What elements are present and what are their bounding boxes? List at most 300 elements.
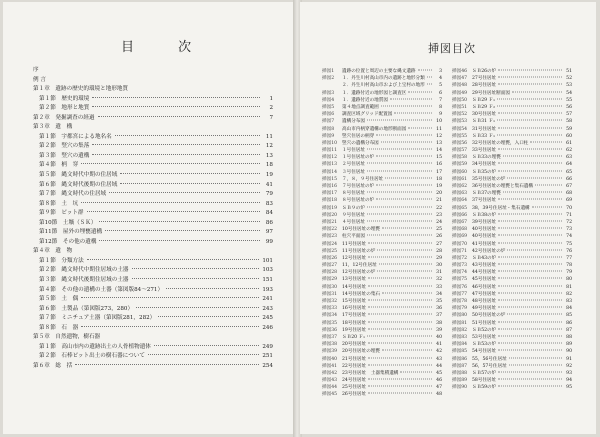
- figure-title: ７号住居址の炉: [342, 184, 375, 189]
- figure-entry: [452, 334, 572, 341]
- dot-leader: [367, 335, 432, 336]
- figure-entry: [322, 111, 442, 118]
- dot-leader: [498, 335, 562, 336]
- figure-title: 54号住居址: [472, 349, 497, 355]
- figure-page: 34: [436, 291, 442, 297]
- toc-title: 目 次: [121, 40, 212, 55]
- figure-title: 遺構分布図: [342, 119, 365, 125]
- toc-entry: [33, 76, 273, 86]
- table-of-contents: [33, 66, 273, 372]
- toc-entry: [33, 95, 273, 105]
- dot-leader: [498, 292, 562, 293]
- figure-title: 30号住居址: [472, 112, 497, 118]
- dot-leader: [382, 350, 432, 351]
- figure-page: 16: [436, 162, 442, 168]
- dot-leader: [498, 285, 562, 286]
- figure-entry: [322, 226, 442, 233]
- figure-title: 13号住居址: [342, 277, 367, 283]
- dot-leader: [367, 220, 432, 221]
- figure-entry: [452, 377, 572, 384]
- figure-number: 挿図66: [452, 212, 468, 218]
- dot-leader: [535, 185, 562, 186]
- dot-leader: [376, 199, 432, 200]
- left-page: [3, 2, 295, 434]
- dot-leader: [367, 206, 432, 207]
- figure-title: ＳＢ29 Ｆ₁: [472, 97, 495, 103]
- figure-title: １．遺跡付近の地形図と調査区: [342, 90, 407, 96]
- figure-page: 30: [436, 263, 442, 269]
- dot-leader: [115, 135, 260, 136]
- figure-list-title: 挿図目次: [428, 42, 476, 55]
- figure-page: 93: [566, 370, 572, 376]
- figure-number: 挿図29: [322, 277, 338, 283]
- figure-title: 23号住居址 土器集積遺構: [342, 370, 399, 376]
- figure-page: 29: [436, 255, 442, 261]
- figure-number: 挿図65: [452, 205, 468, 211]
- dot-leader: [498, 256, 562, 257]
- toc-entry-label: 第６章 総 括: [33, 362, 73, 369]
- figure-title: ＳＢ38の炉: [472, 212, 497, 218]
- figure-title: 10号住居址の埋甕: [342, 227, 381, 233]
- dot-leader: [418, 70, 432, 71]
- figure-page: 23: [436, 212, 442, 218]
- toc-entry-page: 86: [265, 219, 273, 226]
- dot-leader: [498, 213, 562, 214]
- figure-page: 90: [566, 349, 572, 355]
- figure-number: 挿図43: [322, 378, 338, 384]
- dot-leader: [408, 91, 432, 92]
- figure-number: 挿図67: [452, 219, 468, 225]
- figure-entry: [452, 305, 572, 312]
- toc-entry: [33, 247, 273, 257]
- figure-number: 挿図42: [322, 370, 338, 376]
- figure-page: 10: [436, 119, 442, 125]
- figure-page: 82: [566, 291, 572, 297]
- figure-page: 45: [436, 370, 442, 376]
- figure-page: 8: [439, 104, 442, 110]
- figure-number: 挿図14: [322, 169, 338, 175]
- figure-title: 24号住居址: [342, 378, 367, 384]
- dot-leader: [136, 307, 259, 308]
- toc-entry-page: 251: [262, 353, 273, 360]
- figure-number: 挿図24: [322, 241, 338, 247]
- figure-page: 37: [436, 313, 442, 319]
- toc-entry: [33, 362, 273, 372]
- figure-entry: [452, 75, 572, 82]
- figure-title: 21号住居址: [342, 356, 367, 362]
- toc-entry-label: 第６節 縄文時代後期の住居域: [39, 181, 118, 188]
- figure-number: 挿図80: [452, 313, 468, 319]
- figure-page: 92: [566, 363, 572, 369]
- figure-title: ２号住居址: [342, 162, 365, 168]
- figure-entry: [322, 176, 442, 183]
- toc-entry: [33, 343, 273, 353]
- figure-entry: [322, 241, 442, 248]
- figure-number: 挿図50: [452, 97, 468, 103]
- figure-page: 95: [566, 385, 572, 391]
- figure-number: 挿図40: [322, 356, 338, 362]
- toc-entry-label: 第12節 その他の遺構: [39, 238, 97, 245]
- dot-leader: [507, 177, 562, 178]
- dot-leader: [368, 364, 432, 365]
- figure-page: 51: [566, 69, 572, 74]
- figure-page: 61: [566, 140, 572, 146]
- dot-leader: [154, 345, 259, 346]
- figure-number: 挿図53: [452, 119, 468, 125]
- dot-leader: [503, 192, 562, 193]
- figure-title: 45号住居址: [472, 277, 497, 283]
- figure-page: 89: [566, 342, 572, 348]
- toc-entry-label: 第８節 石 器: [39, 324, 79, 331]
- dot-leader: [368, 379, 432, 380]
- figure-page: 84: [566, 306, 572, 312]
- figure-title: 11号住居址の炉: [342, 248, 376, 254]
- figure-entry: [322, 255, 442, 262]
- figure-entry: [452, 90, 572, 97]
- figure-title: 16号住居址: [342, 306, 367, 312]
- figure-title: 50号住居址の炉: [472, 313, 506, 319]
- figure-page: 18: [436, 176, 442, 182]
- toc-entry: [33, 209, 273, 219]
- figure-page: 87: [566, 327, 572, 333]
- toc-entry-label: 第５章 自然遺物，樹石器: [33, 334, 101, 341]
- figure-entry: [322, 348, 442, 355]
- toc-entry-label: 第３節 竪穴の遺構: [39, 152, 90, 159]
- dot-leader: [427, 77, 432, 78]
- figure-entry: [322, 370, 442, 377]
- dot-leader: [368, 393, 432, 394]
- dot-leader: [368, 256, 432, 257]
- figure-page: 63: [566, 155, 572, 161]
- figure-title: ２．丹生川村高山市および上宝村の地形: [342, 83, 425, 89]
- figure-page: 31: [436, 270, 442, 276]
- figure-title: 36号住居址の埋甕と集石遺構: [472, 184, 533, 189]
- figure-entry: [452, 341, 572, 348]
- figure-title: １号住居址: [342, 148, 365, 154]
- figure-entry: [322, 205, 442, 212]
- toc-entry-page: 241: [262, 296, 273, 303]
- figure-number: 挿図90: [452, 385, 468, 391]
- figure-page: 35: [436, 299, 442, 304]
- dot-leader: [367, 213, 432, 214]
- toc-entry-page: 103: [262, 267, 273, 274]
- dot-leader: [390, 98, 432, 99]
- figure-page: 77: [566, 255, 572, 261]
- toc-entry-label: 第４章 遺 物: [33, 248, 73, 255]
- figure-page: 36: [436, 306, 442, 312]
- figure-number: 挿図81: [452, 320, 468, 326]
- figure-entry: [452, 97, 572, 104]
- toc-entry: [33, 190, 273, 200]
- figure-title: 14号住居址: [342, 284, 367, 290]
- figure-entry: [322, 320, 442, 327]
- dot-leader: [376, 185, 432, 186]
- figure-title: ＳＢ26の炉: [472, 69, 497, 74]
- dot-leader: [87, 211, 260, 212]
- figure-entry: [322, 341, 442, 348]
- figure-number: 挿図47: [452, 76, 468, 82]
- dot-leader: [367, 120, 432, 121]
- figure-title: ３号住居址: [342, 169, 365, 175]
- toc-entry-page: 254: [262, 362, 273, 369]
- figure-title: ＳＢ31 Ｆ₁: [472, 119, 495, 125]
- figure-title: 53号住居址: [472, 334, 497, 340]
- figure-page: 53: [566, 83, 572, 89]
- dot-leader: [497, 98, 562, 99]
- figure-title: ＳＢ35の炉: [472, 169, 497, 175]
- toc-entry-label: 第１節 分類方法: [39, 257, 84, 264]
- figure-entry: [322, 133, 442, 140]
- toc-entry-label: 第５節 縄文時代中期の住居域: [39, 172, 118, 179]
- toc-entry-label: 第７節 縄文時代の住居域: [39, 191, 107, 198]
- figure-title: ８号住居址の炉: [342, 198, 375, 204]
- toc-entry: [33, 123, 273, 133]
- figure-page: 79: [566, 270, 572, 276]
- figure-number: 挿図8: [322, 126, 335, 132]
- figure-title: ＳＢ59の炉: [472, 385, 497, 391]
- toc-entry: [33, 133, 273, 143]
- figure-number: 挿図27: [322, 263, 338, 269]
- right-page: [300, 2, 596, 434]
- figure-title: 25号住居址: [342, 385, 367, 391]
- toc-entry-page: 97: [265, 229, 273, 236]
- dot-leader: [368, 321, 432, 322]
- dot-leader: [498, 242, 562, 243]
- figure-number: 挿図49: [452, 90, 468, 96]
- toc-entry-page: 249: [262, 343, 273, 350]
- figure-number: 挿図71: [452, 248, 468, 254]
- figure-page: 65: [566, 169, 572, 175]
- figure-number: 挿図86: [452, 356, 468, 362]
- dot-leader: [81, 163, 260, 164]
- figure-entry: [452, 276, 572, 283]
- figure-entry: [452, 154, 572, 161]
- figure-number: 挿図1: [322, 69, 335, 74]
- figure-title: ＳＢ９の炉: [342, 205, 365, 211]
- dot-leader: [408, 127, 432, 128]
- dot-leader: [498, 228, 562, 229]
- figure-number: 挿図61: [452, 176, 468, 182]
- toc-entry-label: 第１節 宇都宮による地名名: [39, 133, 112, 140]
- figure-page: 76: [566, 248, 572, 254]
- dot-leader: [158, 316, 259, 317]
- dot-leader: [498, 371, 562, 372]
- figure-entry: [322, 276, 442, 283]
- dot-leader: [368, 285, 432, 286]
- dot-leader: [382, 292, 432, 293]
- figure-entry: [452, 176, 572, 183]
- figure-number: 挿図44: [322, 385, 338, 391]
- dot-leader: [98, 116, 260, 117]
- figure-entry: [322, 334, 442, 341]
- figure-list-column-2: [452, 68, 572, 391]
- figure-number: 挿図57: [452, 148, 468, 154]
- figure-entry: [322, 356, 442, 363]
- figure-number: 挿図72: [452, 255, 468, 261]
- figure-number: 挿図20: [322, 212, 338, 218]
- figure-entry: [322, 305, 442, 312]
- figure-title: 55，56号住居址: [472, 356, 507, 362]
- figure-entry: [452, 255, 572, 262]
- figure-page: 25: [436, 227, 442, 233]
- figure-page: 46: [436, 378, 442, 384]
- figure-page: 73: [566, 227, 572, 233]
- figure-page: 24: [436, 219, 442, 225]
- figure-number: 挿図59: [452, 162, 468, 168]
- figure-entry: [452, 205, 572, 212]
- figure-number: 挿図76: [452, 284, 468, 290]
- figure-entry: [452, 212, 572, 219]
- toc-entry-label: 第２章 発掘調査の経過: [33, 114, 95, 121]
- toc-entry-page: 7: [269, 114, 273, 121]
- dot-leader: [376, 156, 432, 157]
- dot-leader: [105, 230, 260, 231]
- toc-entry-page: 193: [262, 286, 273, 293]
- figure-entry: [452, 269, 572, 276]
- figure-title: 40号住居址: [472, 227, 497, 233]
- toc-entry: [33, 200, 273, 210]
- dot-leader: [498, 149, 562, 150]
- figure-page: 3: [439, 69, 442, 74]
- figure-page: 86: [566, 320, 572, 326]
- figure-entry: [452, 284, 572, 291]
- figure-title: 遺跡の位置と周辺の主要な縄文遺跡: [342, 69, 416, 74]
- dot-leader: [498, 199, 562, 200]
- figure-page: 6: [439, 90, 442, 96]
- figure-title: 51号住居址: [472, 320, 497, 326]
- figure-entry: [452, 219, 572, 226]
- toc-entry-page: 101: [262, 257, 273, 264]
- figure-title: ＳＢ33の埋甕: [472, 155, 501, 161]
- dot-leader: [132, 268, 260, 269]
- figure-entry: [322, 363, 442, 370]
- figure-entry: [452, 82, 572, 89]
- figure-page: 55: [566, 97, 572, 103]
- figure-entry: [452, 363, 572, 370]
- toc-entry: [33, 286, 273, 296]
- figure-entry: [322, 82, 442, 89]
- toc-entry-page: 11: [265, 133, 273, 140]
- figure-page: 44: [436, 363, 442, 369]
- figure-title: 11号住居址: [342, 241, 367, 247]
- dot-leader: [498, 235, 562, 236]
- figure-page: 80: [566, 277, 572, 283]
- figure-number: 挿図25: [322, 248, 338, 254]
- figure-number: 挿図84: [452, 342, 468, 348]
- toc-entry: [33, 305, 273, 315]
- figure-title: ＳＢ20 Ｆ₁: [342, 334, 365, 340]
- toc-entry-page: 18: [265, 162, 273, 169]
- figure-page: 58: [566, 119, 572, 125]
- figure-number: 挿図82: [452, 327, 468, 333]
- dot-leader: [368, 386, 432, 387]
- figure-entry: [322, 219, 442, 226]
- figure-number: 挿図55: [452, 133, 468, 139]
- figure-entry: [322, 377, 442, 384]
- figure-number: 挿図3: [322, 90, 335, 96]
- dot-leader: [166, 288, 259, 289]
- figure-page: 56: [566, 104, 572, 110]
- figure-title: ＳＢ52の炉: [472, 327, 497, 333]
- figure-page: 42: [436, 349, 442, 355]
- figure-number: 挿図37: [322, 334, 338, 340]
- figure-number: 挿図26: [322, 255, 338, 261]
- figure-title: 40号住居址: [472, 234, 497, 240]
- figure-title: 12号住居址: [342, 255, 367, 261]
- toc-entry-page: 41: [265, 181, 273, 188]
- figure-title: ＳＢ53の炉: [472, 342, 497, 348]
- dot-leader: [498, 170, 562, 171]
- figure-title: 26号住居址: [342, 392, 367, 398]
- figure-entry: [322, 262, 442, 269]
- figure-entry: [452, 161, 572, 168]
- figure-page: 69: [566, 198, 572, 204]
- figure-entry: [322, 327, 442, 334]
- dot-leader: [498, 163, 562, 164]
- figure-title: 42号住居址の炉: [472, 248, 506, 254]
- figure-entry: [322, 391, 442, 398]
- toc-entry: [33, 152, 273, 162]
- figure-number: 挿図11: [322, 148, 338, 154]
- figure-entry: [452, 291, 572, 298]
- toc-entry-label: 第９節 ピット群: [39, 210, 84, 217]
- figure-title: 58号住居址: [472, 378, 497, 384]
- figure-entry: [452, 133, 572, 140]
- figure-title: 12号住居址の炉: [342, 270, 376, 276]
- toc-entry: [33, 181, 273, 191]
- figure-number: 挿図79: [452, 306, 468, 312]
- figure-number: 挿図9: [322, 133, 335, 139]
- figure-entry: [452, 118, 572, 125]
- figure-number: 挿図45: [322, 392, 338, 398]
- toc-entry-label: 第１章 遺跡の歴史的環境と地形地質: [33, 86, 129, 93]
- figure-page: 48: [436, 392, 442, 398]
- figure-number: 挿図56: [452, 140, 468, 146]
- figure-page: 21: [436, 198, 442, 204]
- figure-title: 27号住居址: [472, 76, 497, 82]
- figure-number: 挿図75: [452, 277, 468, 283]
- dot-leader: [367, 235, 432, 236]
- figure-number: 挿図12: [322, 155, 338, 161]
- figure-page: 75: [566, 241, 572, 247]
- figure-page: 7: [439, 97, 442, 103]
- dot-leader: [509, 364, 562, 365]
- figure-page: 72: [566, 219, 572, 225]
- figure-page: 91: [566, 356, 572, 362]
- figure-title: 20号住居址: [342, 342, 367, 348]
- figure-page: 5: [439, 83, 442, 89]
- figure-title: ７，８，９号住居址: [342, 176, 384, 182]
- figure-title: 17号住居址: [342, 313, 367, 319]
- figure-number: 挿図18: [322, 198, 338, 204]
- toc-entry-page: 245: [262, 315, 273, 322]
- figure-entry: [452, 226, 572, 233]
- dot-leader: [148, 354, 259, 355]
- figure-title: 37号住居址: [472, 198, 497, 204]
- figure-page: 64: [566, 162, 572, 168]
- toc-entry-label: 第６節 土製品（第図版273，280）: [39, 305, 134, 312]
- toc-entry: [33, 66, 273, 76]
- figure-page: 47: [436, 385, 442, 391]
- figure-page: 83: [566, 299, 572, 304]
- figure-page: 54: [566, 90, 572, 96]
- figure-title: １．遺跡付近の地質図: [342, 97, 388, 103]
- figure-number: 挿図83: [452, 334, 468, 340]
- dot-leader: [498, 84, 562, 85]
- figure-title: 柱穴平面図: [342, 234, 365, 240]
- figure-title: 19号住居址: [342, 327, 367, 333]
- figure-entry: [452, 241, 572, 248]
